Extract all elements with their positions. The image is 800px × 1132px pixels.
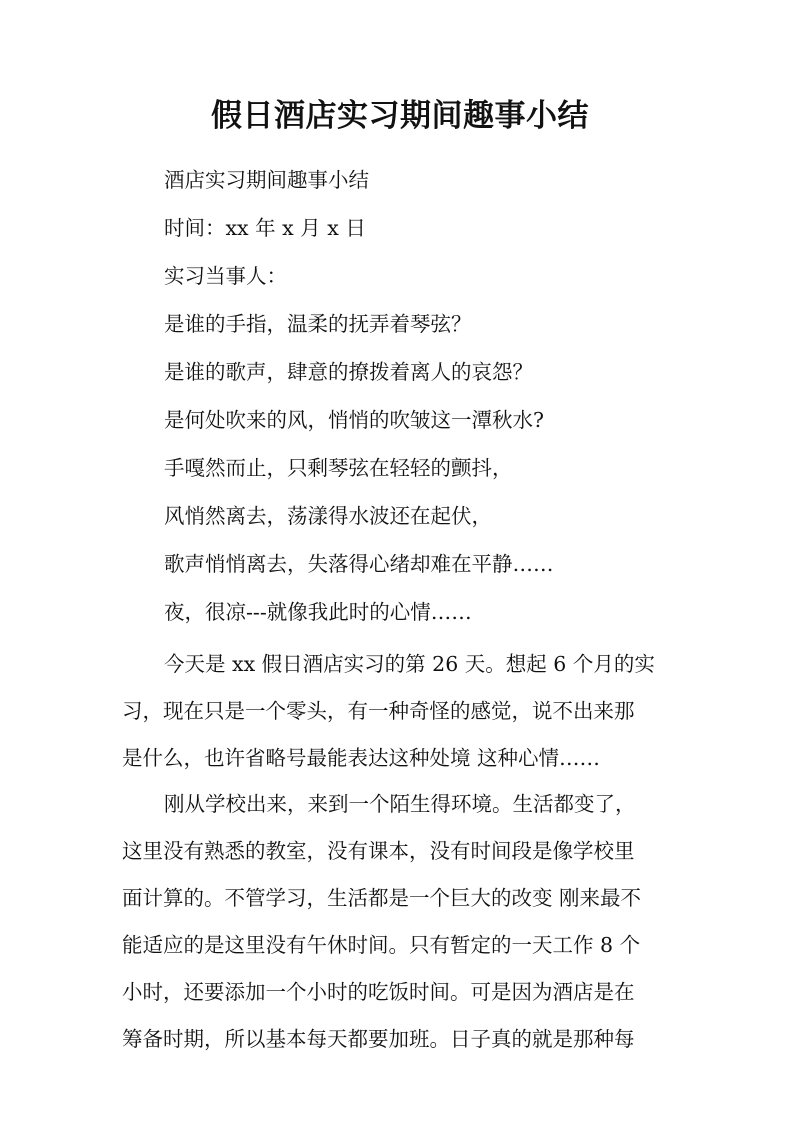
paragraph-1-line: 是什么，也许省略号最能表达这种处境 这种心情……	[122, 746, 601, 770]
paragraph-2-line: 这里没有熟悉的教室，没有课本，没有时间段是像学校里	[122, 839, 635, 863]
paragraph-1-line: 今天是 xx 假日酒店实习的第 26 天。想起 6 个月的实	[164, 652, 655, 676]
poem-line-2: 是谁的歌声，肆意的撩拨着离人的哀怨？	[164, 360, 533, 384]
paragraph-2-line: 刚从学校出来，来到一个陌生得环境。生活都变了，	[164, 792, 636, 816]
paragraph-1	[122, 641, 682, 782]
document-title: 假日酒店实习期间趣事小结	[211, 98, 589, 134]
poem-line-4: 手嘎然而止，只剩琴弦在轻轻的颤抖，	[164, 456, 513, 480]
poem-line-3: 是何处吹来的风，悄悄的吹皱这一潭秋水?	[164, 408, 544, 432]
paragraph-2-line: 小时，还要添加一个小时的吃饭时间。可是因为酒店是在	[122, 980, 635, 1004]
date-line: 时间：xx 年 x 月 x 日	[164, 216, 366, 240]
subtitle-line: 酒店实习期间趣事小结	[164, 168, 369, 192]
paragraph-1-line: 习，现在只是一个零头，有一种奇怪的感觉，说不出来那	[122, 699, 635, 723]
paragraph-2-line: 筹备时期，所以基本每天都要加班。日子真的就是那种每	[122, 1027, 635, 1051]
poem-line-6: 歌声悄悄离去，失落得心绪却难在平静……	[164, 552, 554, 576]
paragraph-2-line: 面计算的。不管学习，生活都是一个巨大的改变 刚来最不	[122, 886, 642, 910]
paragraph-2-line: 能适应的是这里没有午休时间。只有暂定的一天工作 8 个	[122, 933, 641, 957]
poem-line-1: 是谁的手指，温柔的抚弄着琴弦？	[164, 312, 472, 336]
poem-line-7: 夜，很凉---就像我此时的心情……	[164, 600, 472, 624]
poem-line-5: 风悄然离去，荡漾得水波还在起伏，	[164, 504, 492, 528]
paragraph-2	[122, 781, 682, 1063]
participant-line: 实习当事人：	[164, 264, 287, 288]
